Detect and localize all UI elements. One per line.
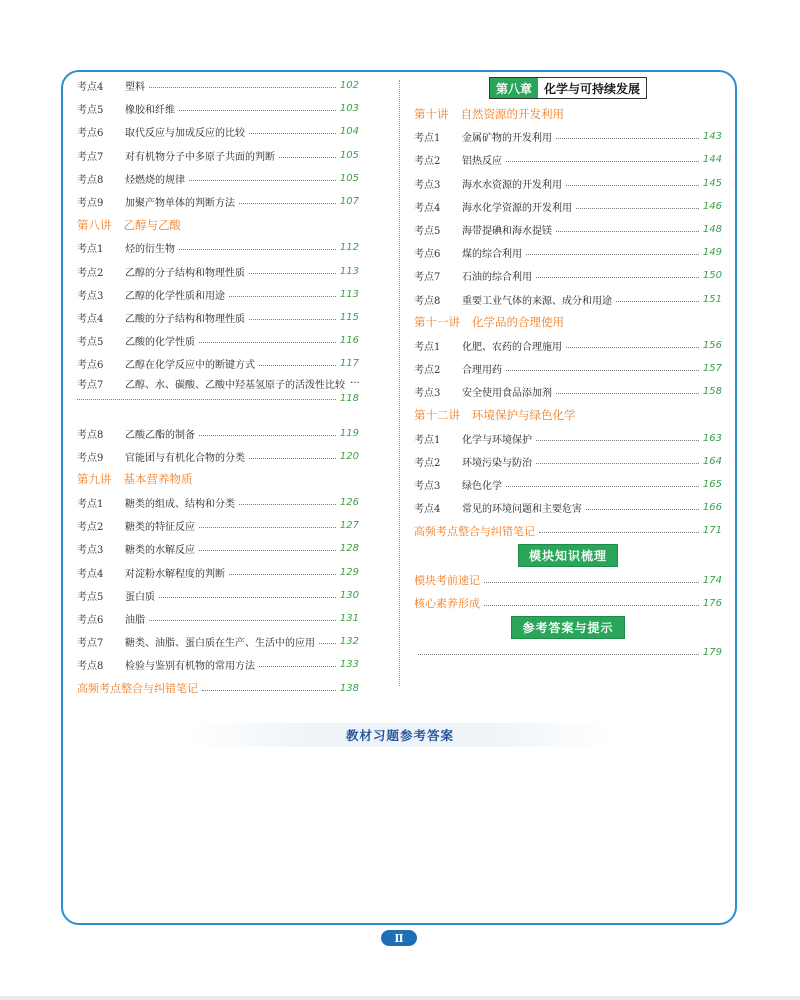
leader-dots — [249, 458, 336, 459]
entry-tag: 考点4 — [414, 202, 441, 214]
entry-page: 117 — [339, 358, 359, 370]
entry-page: 129 — [339, 566, 359, 578]
entry-title: 对淀粉水解程度的判断 — [125, 568, 225, 580]
leader-dots — [249, 319, 336, 320]
leader-dots — [484, 582, 699, 583]
toc-entry[interactable] — [414, 148, 722, 171]
entry-title: 烃的衍生物 — [125, 244, 175, 256]
section-label: 第八讲 — [77, 217, 112, 232]
textbook-answers-title: 教材习题参考答案 — [190, 723, 610, 747]
entry-page: 115 — [339, 311, 359, 323]
entry-title: 乙酸的化学性质 — [125, 337, 195, 349]
entry-page: 179 — [702, 647, 722, 659]
entry-tag: 考点8 — [414, 295, 441, 307]
entry-title: 加聚产物单体的判断方法 — [125, 198, 235, 210]
entry-page: 107 — [339, 196, 359, 208]
entry-page: 146 — [702, 200, 722, 212]
leader-dots — [199, 342, 336, 343]
answers-entry[interactable] — [414, 641, 722, 664]
leader-dots — [229, 296, 336, 297]
entry-title: 乙酸的分子结构和物理性质 — [125, 313, 245, 325]
entry-title: 海水水资源的开发利用 — [462, 179, 562, 191]
toc-entry[interactable] — [77, 445, 359, 468]
toc-group — [77, 236, 359, 468]
entry-tag: 考点7 — [77, 638, 104, 650]
leader-dots — [249, 273, 336, 274]
entry-tag: 考点8 — [77, 174, 104, 186]
entry-title: 常见的环境问题和主要危害 — [462, 504, 582, 516]
toc-entry[interactable] — [414, 450, 722, 473]
entry-title: 乙醇、水、碳酸、乙酸中羟基氢原子的活泼性比较 — [125, 379, 345, 391]
chapter-box — [489, 77, 647, 99]
entry-tag: 考点3 — [414, 179, 441, 191]
entry-tag: 考点5 — [77, 105, 104, 117]
toc-entry[interactable] — [77, 144, 359, 167]
leader-dots — [199, 435, 336, 436]
leader-dots — [539, 532, 699, 533]
answers-heading[interactable] — [414, 615, 722, 641]
toc-entry[interactable] — [77, 120, 359, 143]
toc-entry-long[interactable] — [77, 375, 359, 421]
entry-page: 148 — [702, 224, 722, 236]
toc-entry[interactable] — [77, 653, 359, 676]
toc-entry[interactable] — [77, 190, 359, 213]
leader-dots — [616, 301, 699, 302]
leader-dots — [199, 527, 336, 528]
leader-dots — [526, 254, 699, 255]
entry-tag: 考点4 — [77, 568, 104, 580]
right-column — [414, 74, 722, 664]
leader-dots — [319, 643, 336, 644]
leader-dots — [259, 666, 336, 667]
entry-page: 120 — [339, 450, 359, 462]
section-title: 自然资源的开发利用 — [460, 106, 564, 121]
entry-tag: 考点3 — [77, 290, 104, 302]
entry-title: 环境污染与防治 — [462, 457, 532, 469]
leader-dots — [418, 654, 699, 655]
module-title: 模块知识梳理 — [518, 544, 618, 567]
entry-title: 糖类、油脂、蛋白质在生产、生活中的应用 — [125, 638, 315, 650]
entry-title: 金属矿物的开发利用 — [462, 133, 552, 145]
entry-tag: 考点6 — [77, 360, 104, 372]
entry-title: 海水化学资源的开发利用 — [462, 202, 572, 214]
toc-entry[interactable] — [414, 218, 722, 241]
leader-dots — [484, 605, 699, 606]
entry-title: 糖类的组成、结构和分类 — [125, 499, 235, 511]
toc-entry-line2 — [77, 391, 359, 421]
entry-title: 重要工业气体的来源、成分和用途 — [462, 295, 612, 307]
toc-group — [414, 125, 722, 311]
entry-page: 131 — [339, 613, 359, 625]
chapter-title: 化学与可持续发展 — [538, 78, 646, 98]
entry-tag: 考点5 — [77, 591, 104, 603]
answers-heading-title: 参考答案与提示 — [511, 616, 624, 639]
leader-dots — [506, 161, 699, 162]
entry-page: 163 — [702, 432, 722, 444]
entry-tag: 考点9 — [77, 198, 104, 210]
leader-dots — [179, 249, 336, 250]
toc-entry[interactable] — [414, 357, 722, 380]
entry-title: 糖类的特征反应 — [125, 522, 195, 534]
section-title: 环境保护与绿色化学 — [472, 408, 576, 423]
entry-page: 127 — [339, 520, 359, 532]
entry-title: 糖类的水解反应 — [125, 545, 195, 557]
entry-page: 104 — [339, 126, 359, 138]
entry-title: 合理用药 — [462, 365, 502, 377]
entry-title: 安全使用食品添加剂 — [462, 388, 552, 400]
column-divider — [399, 80, 400, 686]
toc-entry[interactable] — [77, 236, 359, 259]
entry-page: 144 — [702, 154, 722, 166]
entry-tag: 考点3 — [77, 545, 104, 557]
toc-group — [77, 491, 359, 677]
entry-title: 化学与环境保护 — [462, 434, 532, 446]
entry-page: 158 — [702, 386, 722, 398]
chapter-label: 第八章 — [490, 78, 538, 98]
entry-page: 143 — [702, 131, 722, 143]
entry-tag: 考点4 — [77, 313, 104, 325]
section-heading[interactable] — [77, 213, 359, 236]
section-heading[interactable] — [77, 468, 359, 491]
entry-title: 铝热反应 — [462, 156, 502, 168]
entry-tag: 考点4 — [414, 504, 441, 516]
leader-dots — [506, 486, 699, 487]
module-heading[interactable] — [414, 543, 722, 569]
module-entry[interactable] — [414, 592, 722, 615]
entry-page: 113 — [339, 265, 359, 277]
entry-title: 橡胶和纤维 — [125, 105, 175, 117]
toc-entry[interactable] — [77, 97, 359, 120]
entry-tag: 考点1 — [414, 133, 441, 145]
leader-dots — [556, 393, 699, 394]
toc-entry[interactable] — [414, 427, 722, 450]
leader-dots — [556, 231, 699, 232]
section-heading[interactable] — [414, 403, 722, 426]
toc-entry[interactable] — [77, 74, 359, 97]
summary-entry[interactable] — [414, 519, 722, 542]
entry-page: 103 — [339, 103, 359, 115]
leader-dots — [202, 690, 336, 691]
entry-page: 133 — [339, 659, 359, 671]
entry-tag: 考点1 — [414, 341, 441, 353]
leader-dots — [149, 87, 336, 88]
entry-tag: 考点1 — [77, 244, 104, 256]
summary-entry[interactable] — [77, 677, 359, 700]
toc-entry[interactable] — [77, 352, 359, 375]
entry-page: 145 — [702, 177, 722, 189]
leader-dots — [179, 110, 336, 111]
toc-entry[interactable] — [414, 264, 722, 287]
entry-title: 海带提碘和海水提镁 — [462, 226, 552, 238]
section-label: 第九讲 — [77, 472, 112, 487]
toc-entry[interactable] — [414, 334, 722, 357]
toc-entry[interactable] — [77, 260, 359, 283]
summary-title: 高频考点整合与纠错笔记 — [414, 524, 535, 538]
toc-entry[interactable] — [77, 283, 359, 306]
entry-title: 石油的综合利用 — [462, 272, 532, 284]
entry-page: 119 — [339, 427, 359, 439]
entry-page: 130 — [339, 589, 359, 601]
module-entry[interactable] — [414, 569, 722, 592]
leader-dots — [566, 185, 699, 186]
entry-page: 156 — [702, 339, 722, 351]
entry-title: 化肥、农药的合理施用 — [462, 341, 562, 353]
entry-page: 132 — [339, 636, 359, 648]
left-column — [77, 74, 359, 700]
entry-page: 171 — [702, 525, 722, 537]
module-entry-title: 模块考前速记 — [414, 574, 480, 588]
leader-dots — [199, 550, 336, 551]
toc-entry[interactable] — [77, 537, 359, 560]
leader-dots — [279, 157, 336, 158]
entry-title: 绿色化学 — [462, 481, 502, 493]
entry-page: 105 — [339, 149, 359, 161]
entry-tag: 考点2 — [77, 267, 104, 279]
entry-title: 煤的综合利用 — [462, 249, 522, 261]
section-title: 化学品的合理使用 — [472, 315, 564, 330]
toc-entry[interactable] — [77, 561, 359, 584]
leader-dots — [159, 597, 336, 598]
entry-page: 149 — [702, 247, 722, 259]
entry-tag: 考点2 — [414, 365, 441, 377]
entry-tag: 考点6 — [77, 128, 104, 140]
toc-entry[interactable] — [414, 496, 722, 519]
leader-dots — [77, 399, 336, 400]
leader-dots — [506, 370, 699, 371]
entry-tag: 考点3 — [414, 388, 441, 400]
entry-tag: 考点5 — [414, 226, 441, 238]
entry-title: 官能团与有机化合物的分类 — [125, 452, 245, 464]
toc-entry[interactable] — [77, 421, 359, 444]
entry-tag: 考点9 — [77, 452, 104, 464]
leader-dots — [566, 347, 699, 348]
entry-title: 蛋白质 — [125, 591, 155, 603]
entry-page: 174 — [702, 574, 722, 586]
entry-title: 乙醇的分子结构和物理性质 — [125, 267, 245, 279]
summary-title: 高频考点整合与纠错笔记 — [77, 682, 198, 696]
section-heading[interactable] — [414, 102, 722, 125]
toc-entry-line1 — [77, 375, 359, 391]
entry-tag: 考点2 — [77, 522, 104, 534]
toc-entry[interactable] — [77, 584, 359, 607]
entry-tag: 考点7 — [77, 151, 104, 163]
entry-tag: 考点7 — [414, 272, 441, 284]
toc-group — [77, 74, 359, 213]
entry-tag: 考点8 — [77, 429, 104, 441]
entry-title: 对有机物分子中多原子共面的判断 — [125, 151, 275, 163]
entry-page: 151 — [702, 293, 722, 305]
leader-dots — [556, 138, 699, 139]
section-label: 第十二讲 — [414, 408, 460, 423]
entry-tag: 考点7 — [77, 379, 104, 391]
entry-page: 113 — [339, 288, 359, 300]
entry-tag: 考点1 — [77, 499, 104, 511]
section-heading[interactable] — [414, 311, 722, 334]
leader-dots — [149, 620, 336, 621]
entry-page: 128 — [339, 543, 359, 555]
section-title: 乙醇与乙酸 — [123, 217, 181, 232]
toc-entry[interactable] — [77, 329, 359, 352]
leader-dots — [536, 277, 699, 278]
entry-page: 157 — [702, 363, 722, 375]
entry-page: 164 — [702, 455, 722, 467]
entry-tag: 考点5 — [77, 337, 104, 349]
toc-entry[interactable] — [77, 607, 359, 630]
toc-entry[interactable] — [414, 172, 722, 195]
leader-dots — [249, 133, 336, 134]
entry-page: 165 — [702, 479, 722, 491]
entry-tag: 考点2 — [414, 156, 441, 168]
leader-dots — [239, 203, 336, 204]
entry-title: 乙醇的化学性质和用途 — [125, 290, 225, 302]
leader-dots — [229, 574, 336, 575]
entry-tag: 考点8 — [77, 661, 104, 673]
entry-tag: 考点4 — [77, 82, 104, 94]
leader-dots — [586, 509, 699, 510]
toc-entry[interactable] — [414, 195, 722, 218]
leader-dots — [576, 208, 699, 209]
entry-title: 乙醇在化学反应中的断键方式 — [125, 360, 255, 372]
toc-entry[interactable] — [77, 514, 359, 537]
section-label: 第十一讲 — [414, 315, 460, 330]
section-label: 第十讲 — [414, 106, 449, 121]
module-entry-title: 核心素养形成 — [414, 597, 480, 611]
entry-title: 检验与鉴别有机物的常用方法 — [125, 661, 255, 673]
leader-dots — [536, 463, 699, 464]
entry-title: 油脂 — [125, 615, 145, 627]
leader-dots — [259, 365, 336, 366]
entry-title: 塑料 — [125, 82, 145, 94]
entry-page: 138 — [339, 682, 359, 694]
entry-ellipsis: ··· — [347, 377, 360, 389]
entry-tag: 考点6 — [414, 249, 441, 261]
entry-page: 102 — [339, 80, 359, 92]
entry-page: 150 — [702, 270, 722, 282]
entry-title: 烃燃烧的规律 — [125, 174, 185, 186]
entry-page: 116 — [339, 335, 359, 347]
toc-entry[interactable] — [414, 241, 722, 264]
toc-group — [414, 427, 722, 520]
entry-page: 166 — [702, 502, 722, 514]
toc-entry[interactable] — [414, 473, 722, 496]
toc-group — [414, 334, 722, 404]
page-number: Ⅱ — [381, 930, 417, 946]
leader-dots — [536, 440, 699, 441]
entry-page: 176 — [702, 597, 722, 609]
chapter-heading[interactable] — [414, 74, 722, 102]
entry-tag: 考点2 — [414, 457, 441, 469]
entry-page: 112 — [339, 242, 359, 254]
toc-entry[interactable] — [414, 380, 722, 403]
entry-tag: 考点1 — [414, 434, 441, 446]
entry-page: 126 — [339, 497, 359, 509]
toc-entry[interactable] — [77, 491, 359, 514]
toc-entry[interactable] — [77, 306, 359, 329]
leader-dots — [189, 180, 336, 181]
entry-page: 118 — [339, 393, 359, 405]
entry-title: 乙酸乙酯的制备 — [125, 429, 195, 441]
entry-page: 105 — [339, 172, 359, 184]
section-title: 基本营养物质 — [123, 472, 193, 487]
toc-entry[interactable] — [414, 288, 722, 311]
toc-entry[interactable] — [77, 167, 359, 190]
entry-title: 取代反应与加成反应的比较 — [125, 128, 245, 140]
entry-tag: 考点3 — [414, 481, 441, 493]
leader-dots — [239, 504, 336, 505]
toc-entry[interactable] — [77, 630, 359, 653]
entry-tag: 考点6 — [77, 615, 104, 627]
toc-entry[interactable] — [414, 125, 722, 148]
